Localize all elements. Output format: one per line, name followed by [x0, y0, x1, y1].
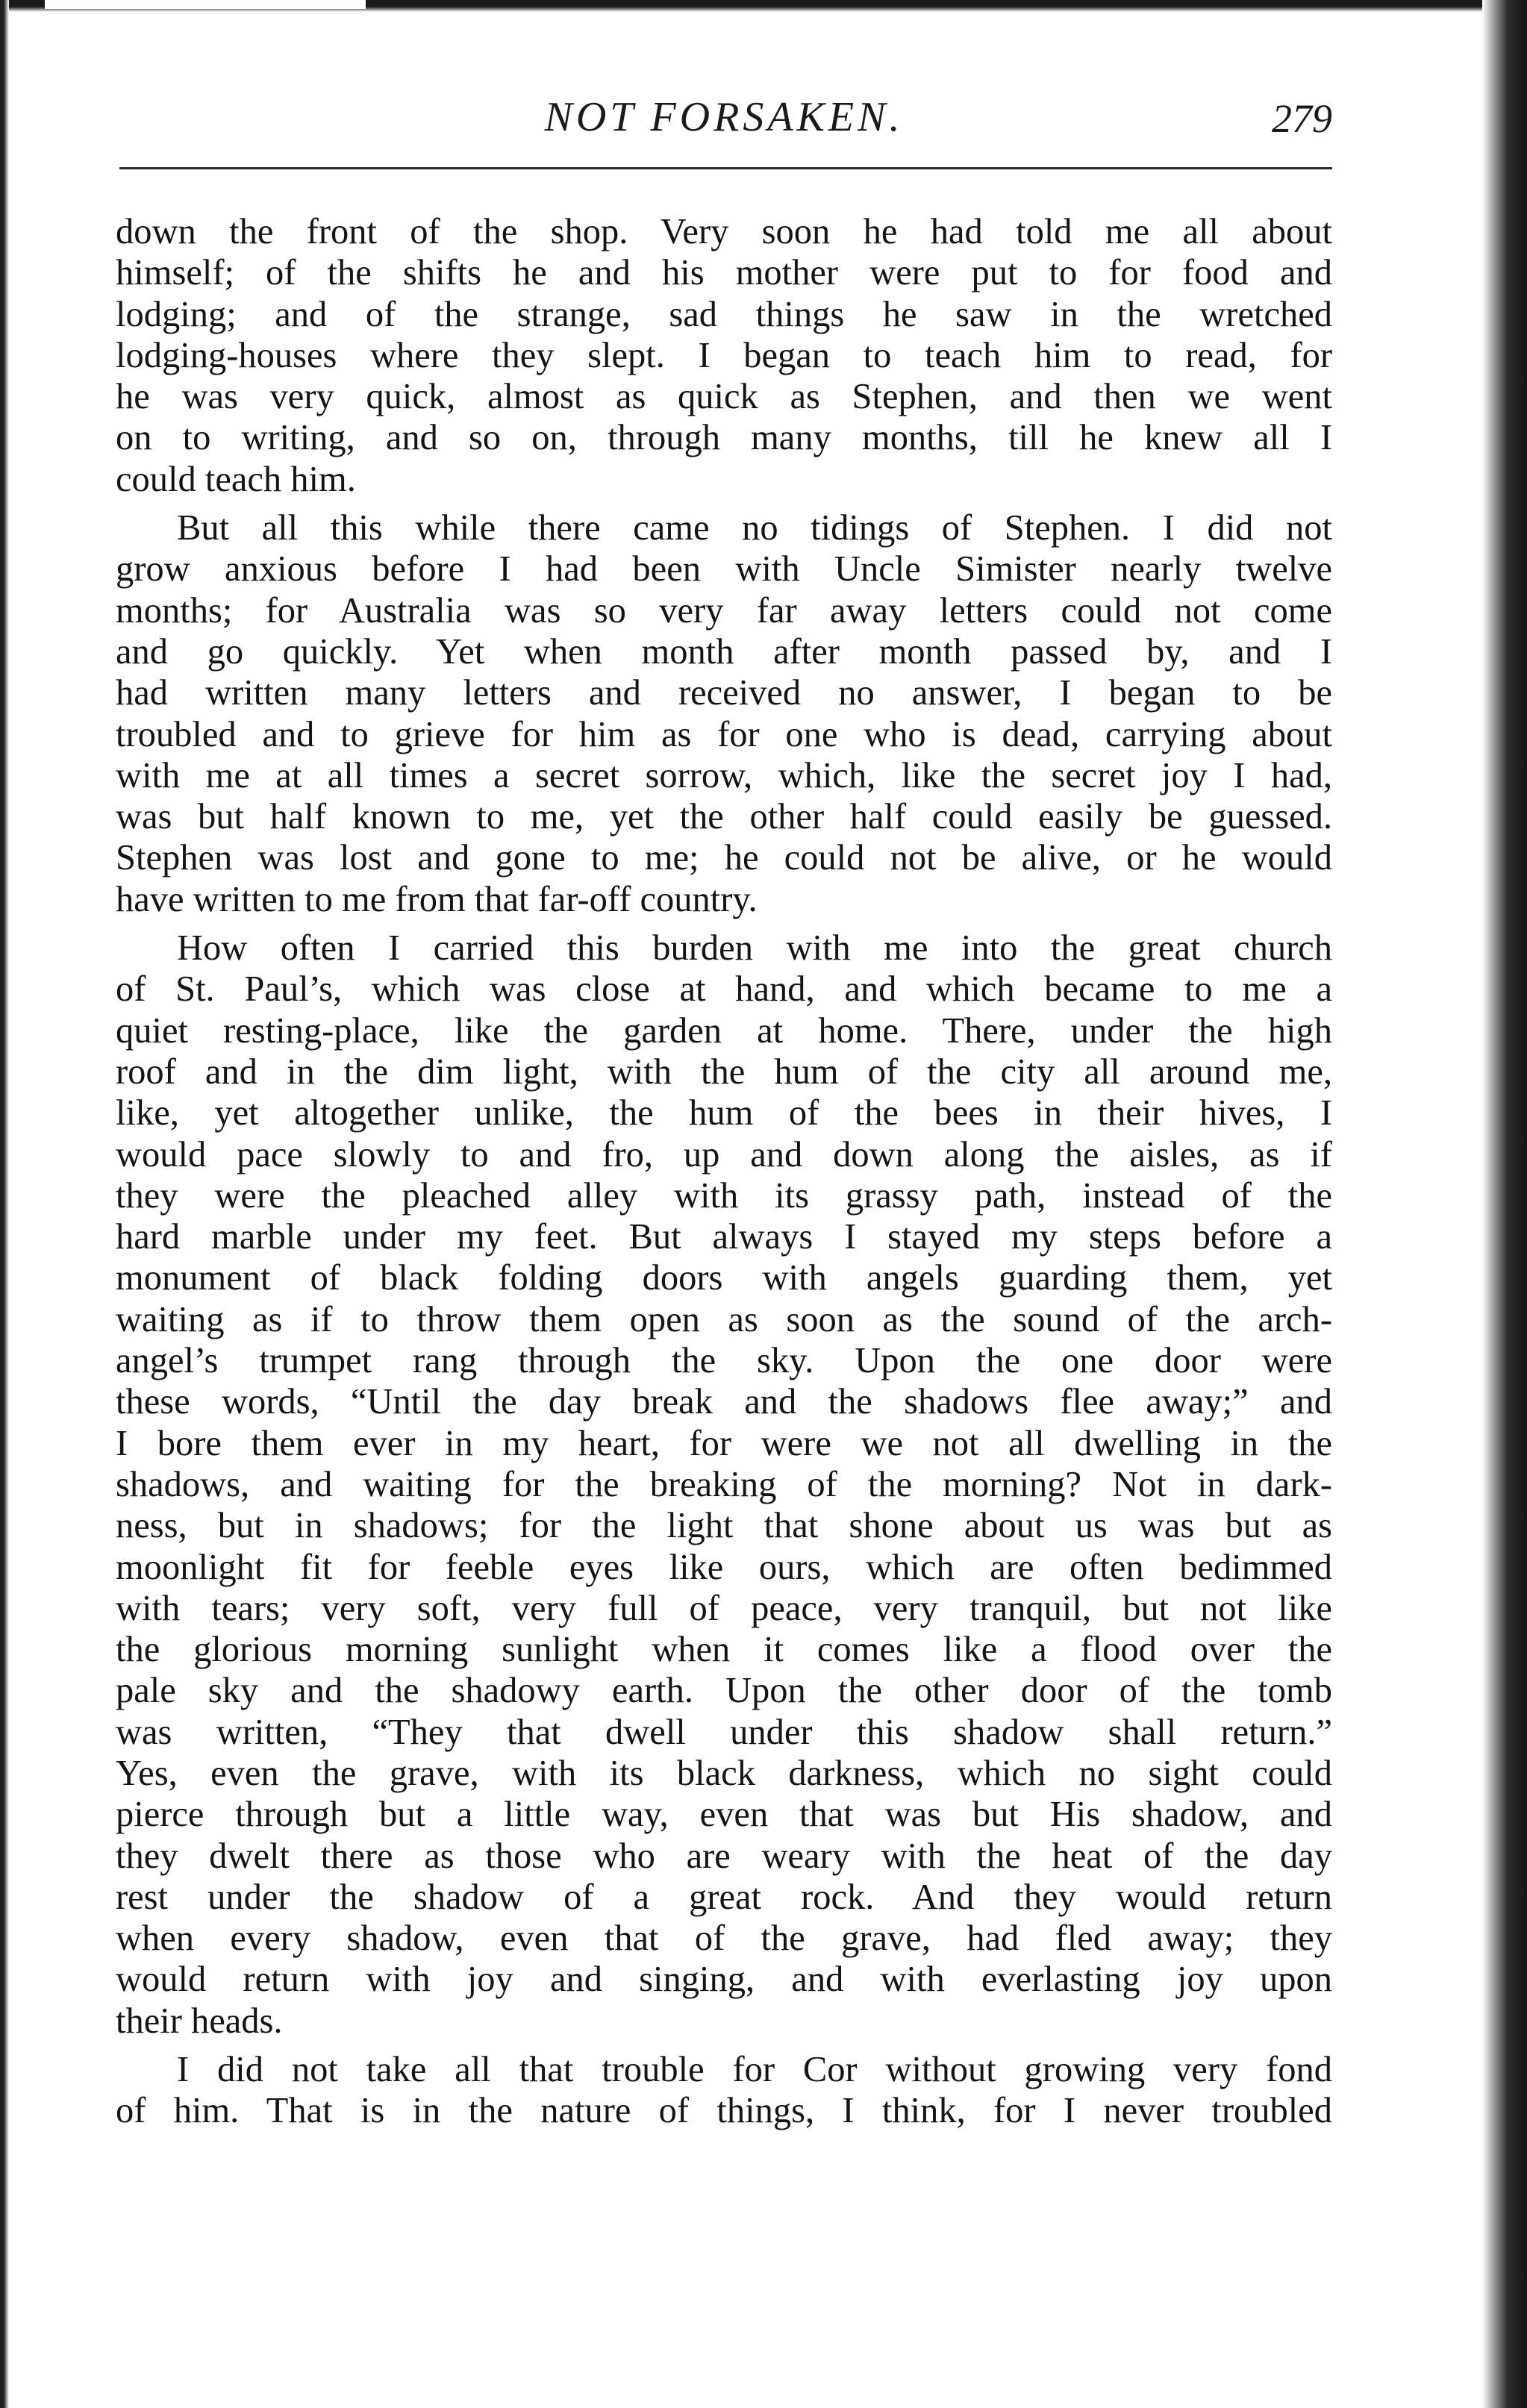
text-line: they were the pleached alley with its grassy path, instead of the	[116, 1175, 1332, 1216]
text-line: these words, “Until the day break and the shadows flee away;” and	[116, 1382, 1332, 1422]
text-line: had written many letters and received no answer, I began to be	[116, 673, 1332, 713]
text-line: they dwelt there as those who are weary with the heat of the day	[116, 1836, 1332, 1876]
text-line: ness, but in shadows; for the light that shone about us was but as	[116, 1506, 1332, 1546]
text-line: pierce through but a little way, even that was but His shadow, and	[116, 1795, 1332, 1835]
text-line: with me at all times a secret sorrow, which, like the secret joy I had,	[116, 755, 1332, 795]
paragraph-1	[116, 211, 1332, 500]
text-line: I bore them ever in my heart, for were we not all dwelling in the	[116, 1423, 1332, 1463]
text-line: roof and in the dim light, with the hum of the city all around me,	[116, 1051, 1332, 1092]
text-line: would return with joy and singing, and with everlasting joy upon	[116, 1960, 1332, 2000]
text-line: months; for Australia was so very far away letters could not come	[116, 590, 1332, 631]
text-line: he was very quick, almost as quick as Stephen, and then we went	[116, 377, 1332, 417]
text-line: Yes, even the grave, with its black darkness, which no sight could	[116, 1753, 1332, 1793]
text-line: when every shadow, even that of the grave, had fled away; they	[116, 1918, 1332, 1959]
text-line: the glorious morning sunlight when it comes like a flood over the	[116, 1630, 1332, 1670]
text-line: rest under the shadow of a great rock. And they would return	[116, 1877, 1332, 1917]
text-line: Stephen was lost and gone to me; he could not be alive, or he would	[116, 838, 1332, 878]
text-line: was but half known to me, yet the other half could easily be guessed.	[116, 797, 1332, 837]
text-line: How often I carried this burden with me into the great church	[177, 928, 1332, 969]
text-line: waiting as if to throw them open as soon as the sound of the arch-	[116, 1299, 1332, 1339]
page-body	[116, 211, 1332, 2139]
paragraph-3	[116, 928, 1332, 2042]
text-line: lodging-houses where they slept. I began to teach him to read, for	[116, 335, 1332, 375]
text-line: But all this while there came no tidings of Stephen. I did not	[177, 508, 1332, 548]
scan-right-edge	[1482, 0, 1527, 2408]
header-rule	[119, 167, 1332, 169]
text-line: lodging; and of the strange, sad things he saw in the wretched	[116, 294, 1332, 334]
text-line: pale sky and the shadowy earth. Upon the other door of the tomb	[116, 1671, 1332, 1711]
running-head	[116, 84, 1332, 155]
text-line: quiet resting-place, like the garden at home. There, under the high	[116, 1010, 1332, 1051]
text-line: shadows, and waiting for the breaking of the morning? Not in dark-	[116, 1464, 1332, 1504]
text-line: and go quickly. Yet when month after month passed by, and I	[116, 631, 1332, 672]
text-line: was written, “They that dwell under this shadow shall return.”	[116, 1712, 1332, 1752]
running-title: NOT FORSAKEN.	[544, 94, 904, 140]
text-line: down the front of the shop. Very soon he had told me all about	[116, 212, 1332, 251]
text-line: I did not take all that trouble for Cor without growing very fond	[177, 2050, 1332, 2090]
text-line: hard marble under my feet. But always I stayed my steps before a	[116, 1217, 1332, 1257]
text-line: have written to me from that far-off country.	[116, 879, 758, 919]
text-line: would pace slowly to and fro, up and down along the aisles, as if	[116, 1134, 1332, 1175]
text-line: their heads.	[116, 2001, 283, 2041]
text-line: of him. That is in the nature of things, I think, for I never troubled	[116, 2091, 1332, 2131]
text-line: with tears; very soft, very full of peace, very tranquil, but not like	[116, 1588, 1332, 1628]
scan-top-edge-gap	[45, 0, 366, 9]
text-line: himself; of the shifts he and his mother were put to for food and	[116, 253, 1332, 293]
text-line: of St. Paul’s, which was close at hand, and which became to me a	[116, 969, 1332, 1010]
page-number: 279	[1272, 96, 1332, 141]
text-line: could teach him.	[116, 459, 356, 499]
text-line: like, yet altogether unlike, the hum of the bees in their hives, I	[116, 1093, 1332, 1133]
paragraph-2	[116, 507, 1332, 920]
text-line: on to writing, and so on, through many months, till he knew all I	[116, 418, 1332, 458]
text-line: monument of black folding doors with angels guarding them, yet	[116, 1258, 1332, 1298]
text-line: angel’s trumpet rang through the sky. Upon the one door were	[116, 1341, 1332, 1381]
text-line: grow anxious before I had been with Uncle Simister nearly twelve	[116, 549, 1332, 590]
text-line: moonlight fit for feeble eyes like ours, which are often bedimmed	[116, 1547, 1332, 1587]
text-line: troubled and to grieve for him as for one who is dead, carrying about	[116, 714, 1332, 754]
scan-left-edge	[0, 0, 9, 2408]
paragraph-4	[116, 2049, 1332, 2132]
